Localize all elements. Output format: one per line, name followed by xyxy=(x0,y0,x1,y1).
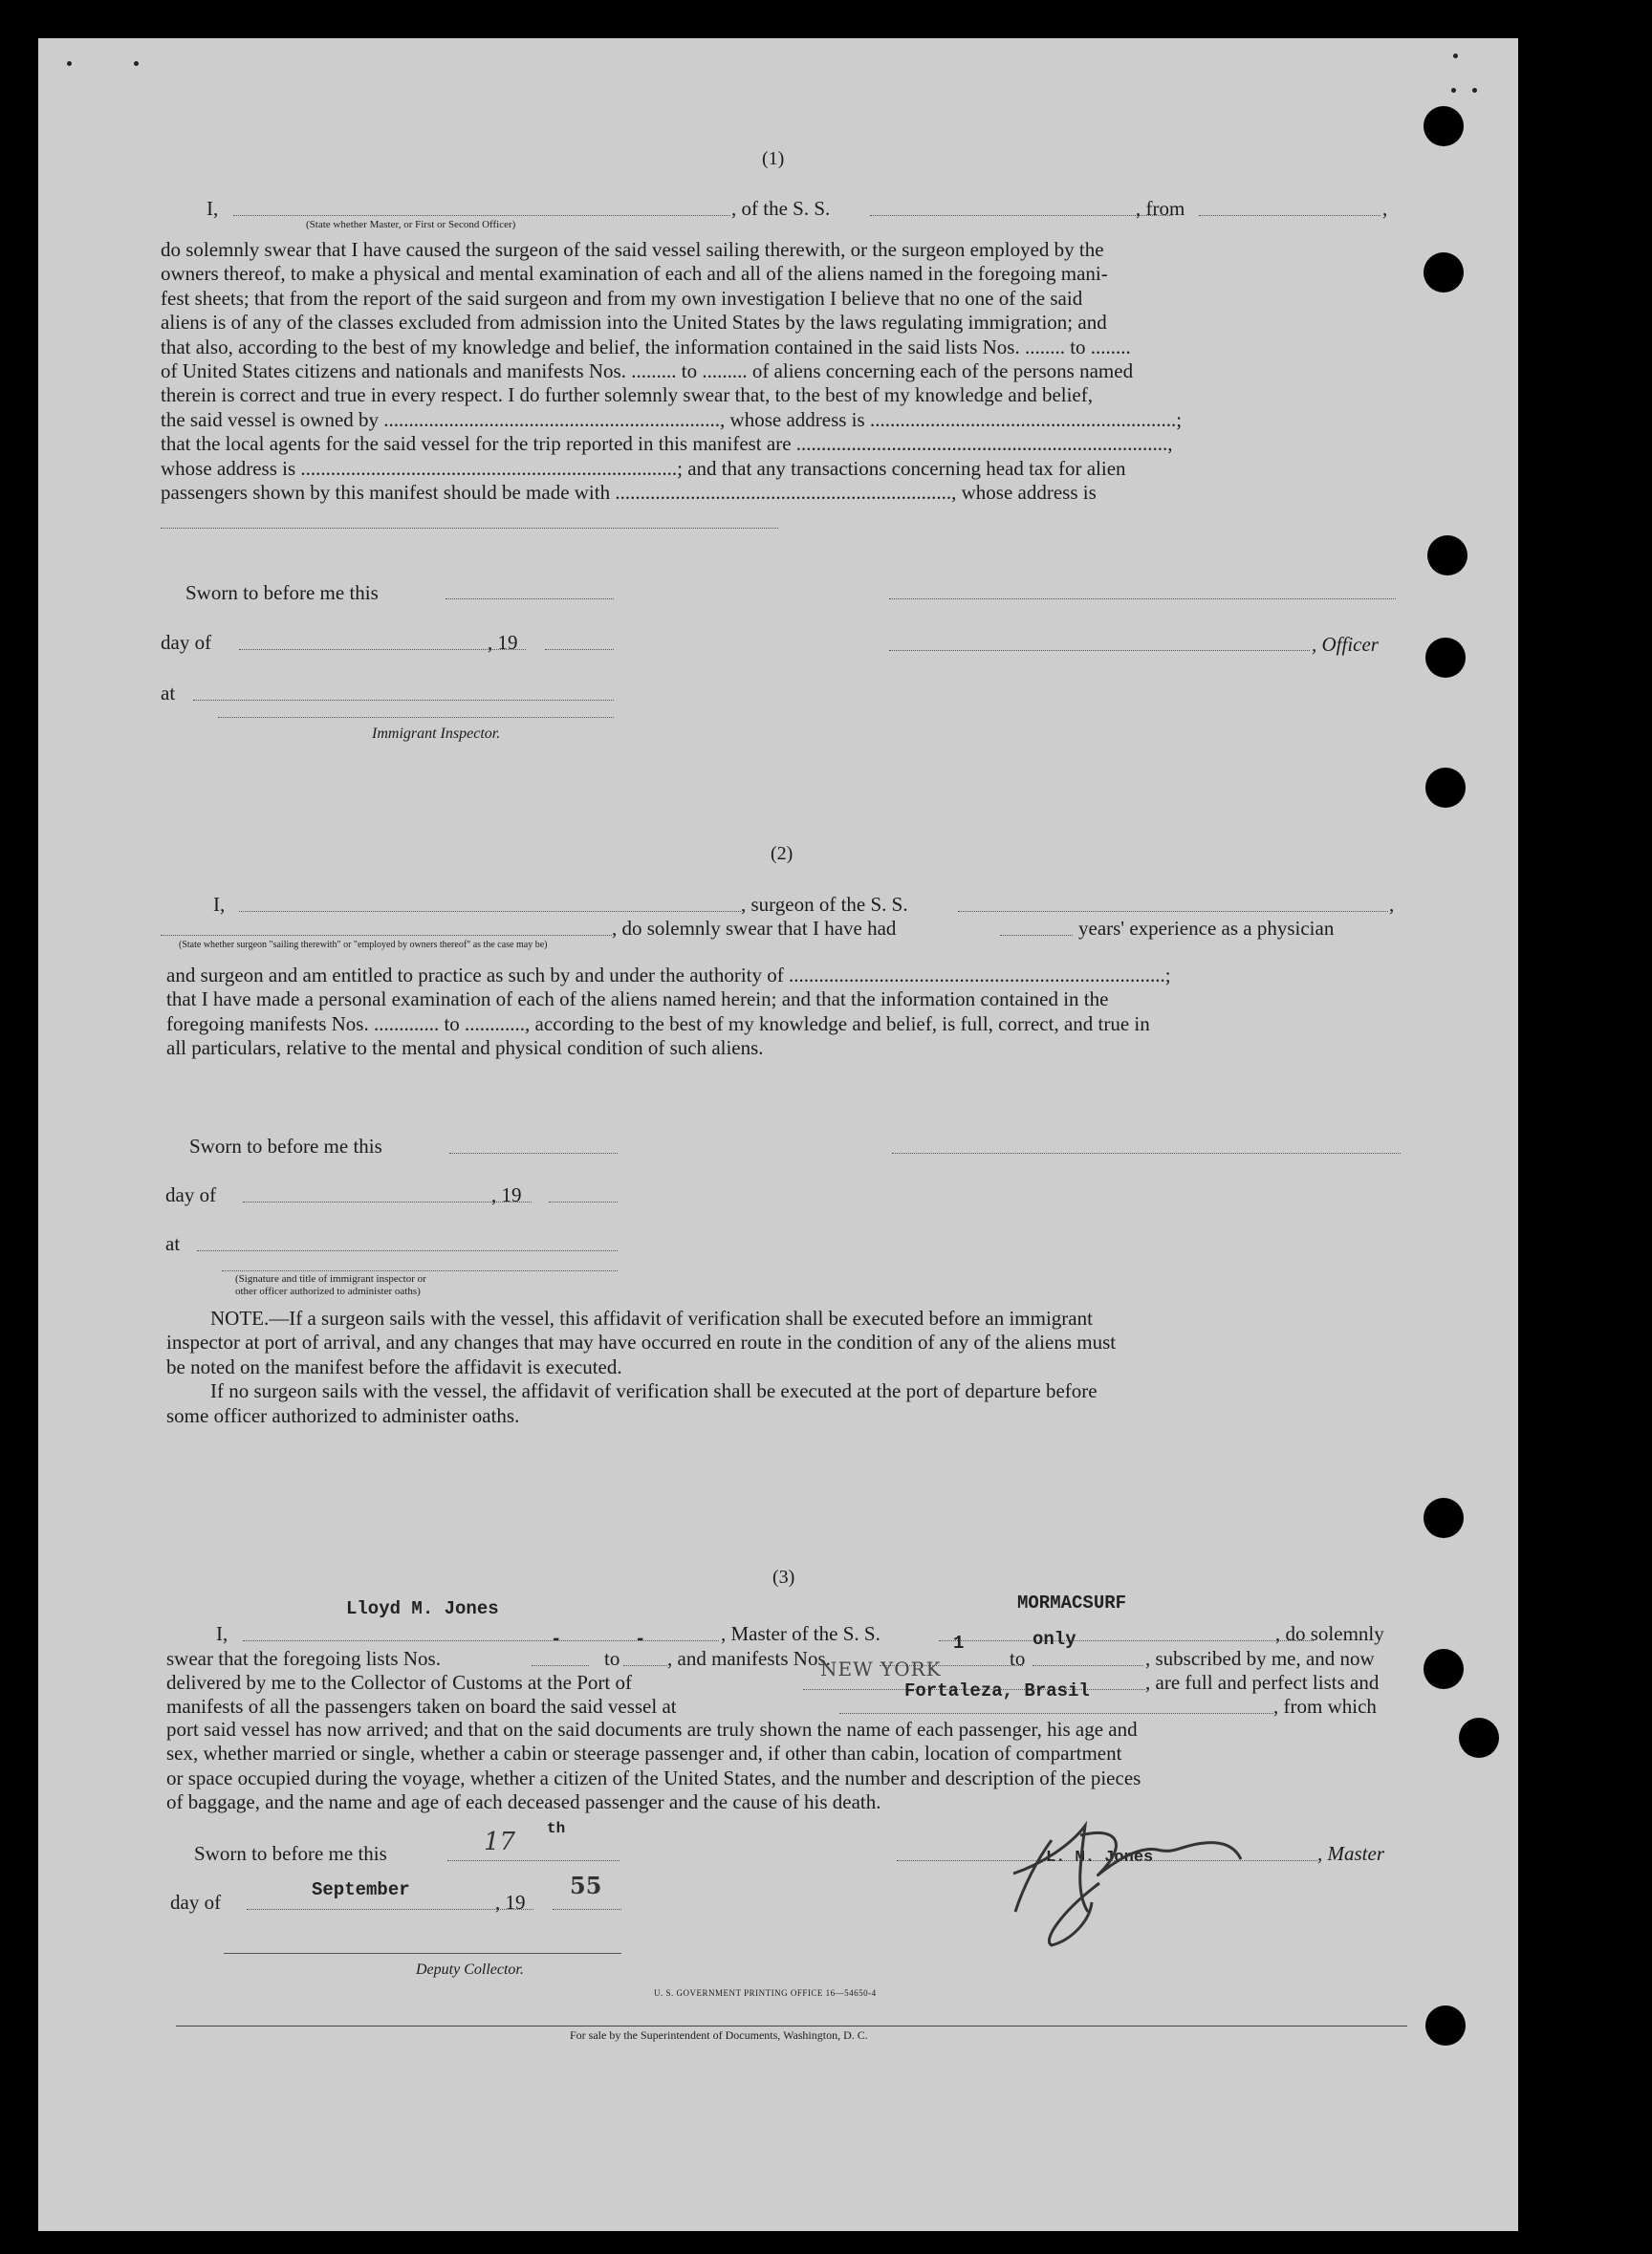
punch-hole xyxy=(1425,768,1466,808)
s1-nineteen: , 19 xyxy=(488,631,518,654)
s3-master-label: , Master xyxy=(1317,1842,1384,1865)
s2-sig-caption-1: (Signature and title of immigrant inspector or xyxy=(235,1273,426,1285)
s3-manifests-all: manifests of all the passengers taken on board the said vessel at xyxy=(166,1695,677,1718)
speck xyxy=(1451,88,1456,93)
section-2-number: (2) xyxy=(771,843,793,864)
s2-nineteen: , 19 xyxy=(491,1183,522,1206)
s1-i: I, xyxy=(206,197,219,220)
punch-hole xyxy=(1425,2005,1466,2046)
s3-manifests: , and manifests Nos. xyxy=(667,1647,831,1670)
s3-to-1: to xyxy=(604,1647,620,1670)
s3-subscribed: , subscribed by me, and now xyxy=(1145,1647,1375,1670)
s2-note: NOTE.—If a surgeon sails with the vessel, this affidavit of verification shall be executed before an immigrant inspector at port of arrival, and any changes that may have occurred en route in the condition of any of the aliens must be noted on the manifest before the affidavit is executed. If no surgeon sails with the vessel, the affidavit of verification shall be executed at the port of departure before some officer authorized to administer oaths. xyxy=(166,1307,1117,1427)
sworn-day-handwritten: 17 xyxy=(484,1828,516,1856)
master-signature xyxy=(985,1807,1291,1950)
s3-paragraph: port said vessel has now arrived; and that on the said documents are truly shown the name of each passenger, his age and sex, whether married or single, whether a cabin or steerage passenger and, if other than cabin, location of compartment or space occupied during the voyage, whether a citizen of the United States, and the number and description of the pieces of baggage, and the name and age of each deceased passenger and the cause of his death. xyxy=(166,1718,1141,1814)
section-1-number: (1) xyxy=(762,148,785,169)
s3-from-which: , from which xyxy=(1273,1695,1377,1718)
manifest-from-typed: 1 xyxy=(953,1633,965,1654)
s3-i: I, xyxy=(216,1622,228,1645)
punch-hole xyxy=(1427,535,1467,575)
list-to-typed: - xyxy=(635,1629,646,1650)
year-handwritten: 55 xyxy=(570,1872,602,1899)
s2-sig-caption-2: other officer authorized to administer oaths) xyxy=(235,1286,421,1297)
list-from-typed: - xyxy=(551,1629,562,1650)
s3-master-of-ss: , Master of the S. S. xyxy=(721,1622,880,1645)
speck xyxy=(1472,88,1477,93)
s2-i: I, xyxy=(213,893,226,916)
s3-solemnly: , do solemnly xyxy=(1275,1622,1384,1645)
sworn-day-suffix: th xyxy=(547,1820,566,1837)
s3-swear-lists: swear that the foregoing lists Nos. xyxy=(166,1647,441,1670)
s3-delivered: delivered by me to the Collector of Customs at the Port of xyxy=(166,1671,632,1694)
s3-full-perfect: , are full and perfect lists and xyxy=(1145,1671,1380,1694)
s2-at: at xyxy=(165,1232,181,1255)
s2-end: , xyxy=(1389,893,1395,916)
s1-officer: , Officer xyxy=(1312,633,1379,656)
punch-hole xyxy=(1459,1718,1499,1758)
speck xyxy=(1453,54,1458,58)
sale-notice: For sale by the Superintendent of Documents, Washington, D. C. xyxy=(570,2028,868,2042)
s3-day-of: day of xyxy=(170,1891,222,1914)
punch-hole xyxy=(1425,638,1466,678)
s2-surgeon-ss: , surgeon of the S. S. xyxy=(741,893,908,916)
s1-caption: (State whether Master, or First or Second Officer) xyxy=(306,219,516,230)
s2-paragraph: and surgeon and am entitled to practice as such by and under the authority of ...........................................................................; that I have made a personal examination of each of the aliens named herein; and that the information contained in the foregoing manifests Nos. ............. to ............, according to the best of my knowledge and belief, is full, correct, and true in all particulars, relative to the mental and physical condition of such aliens. xyxy=(166,964,1171,1060)
s2-sworn: Sworn to before me this xyxy=(189,1135,382,1158)
s1-of-ss: , of the S. S. xyxy=(731,197,831,220)
master-name-typed: Lloyd M. Jones xyxy=(346,1598,499,1619)
gpo-imprint: U. S. GOVERNMENT PRINTING OFFICE 16—54650-4 xyxy=(654,1988,877,1998)
punch-hole xyxy=(1424,106,1464,146)
manifest-to-typed: only xyxy=(1032,1629,1076,1650)
punch-hole xyxy=(1424,1498,1464,1538)
s1-from: , from xyxy=(1136,197,1185,220)
s1-paragraph: do solemnly swear that I have caused the surgeon of the said vessel sailing therewith, or the surgeon employed by the owners thereof, to make a physical and mental examination of each and all of the aliens named in the foregoing mani- fest sheets; that from the report of the said surgeon and from my own investigation I believe that no one of the said aliens is of any of the classes excluded from admission into the United States by the laws regulating immigration; and that also, according to the best of my knowledge and belief, the information contained in the said lists Nos. ........ to ........ of United States citizens and nationals and manifests Nos. ......... to ......... of aliens concerning each of the persons named therein is correct and true in every respect. I do further solemnly swear that, to the best of my knowledge and belief, the said vessel is owned by ..................................................................., whose address is .............................................................; that the local agents for the said vessel for the trip reported in this manifest are .........................................................................., whose address is ...........................................................................; and that any transactions concerning head tax for alien passengers shown by this manifest should be made with ..................................................................., whose address is xyxy=(161,238,1183,505)
s3-nineteen: , 19 xyxy=(495,1891,526,1914)
document-page xyxy=(38,38,1518,2231)
s3-sworn: Sworn to before me this xyxy=(194,1842,387,1865)
punch-hole xyxy=(1424,1649,1464,1689)
month-typed: September xyxy=(312,1879,410,1900)
s2-caption: (State whether surgeon "sailing therewith" or "employed by owners thereof" as the case may be) xyxy=(179,940,548,950)
port-stamp: NEW YORK xyxy=(820,1658,942,1680)
master-signed-typed: L. M. Jones xyxy=(1046,1849,1154,1867)
s1-at: at xyxy=(161,682,176,704)
punch-hole xyxy=(1424,252,1464,293)
section-3-number: (3) xyxy=(772,1567,795,1588)
s1-inspector: Immigrant Inspector. xyxy=(372,726,501,742)
ship-name-typed: MORMACSURF xyxy=(1017,1593,1127,1614)
s1-sworn: Sworn to before me this xyxy=(185,581,379,604)
s1-day-of: day of xyxy=(161,631,212,654)
s2-years: years' experience as a physician xyxy=(1078,917,1335,940)
s3-to-2: to xyxy=(1010,1647,1026,1670)
s2-swear: , do solemnly swear that I have had xyxy=(612,917,897,940)
speck xyxy=(134,61,139,66)
s3-deputy: Deputy Collector. xyxy=(416,1961,524,1978)
s1-end: , xyxy=(1382,197,1388,220)
s2-day-of: day of xyxy=(165,1183,217,1206)
speck xyxy=(67,61,72,66)
departure-port-typed: Fortaleza, Brasil xyxy=(904,1680,1090,1701)
